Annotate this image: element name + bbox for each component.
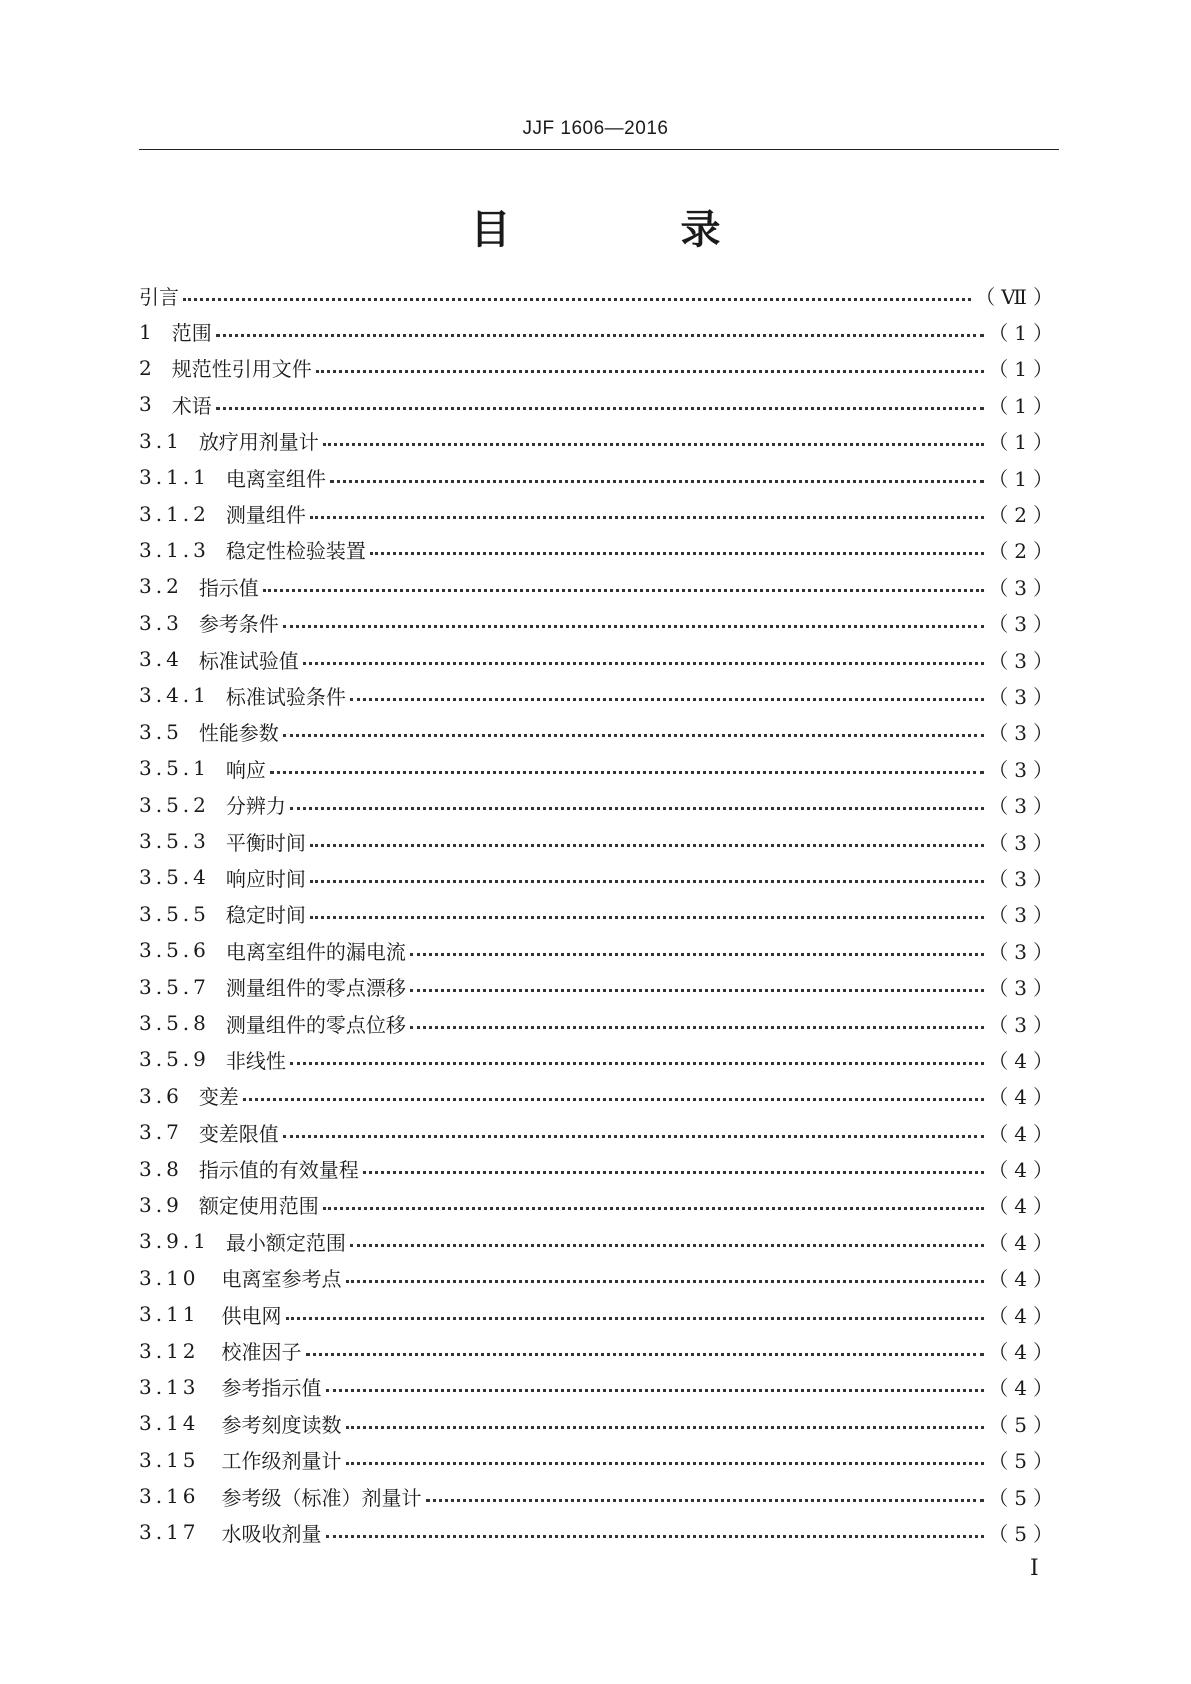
toc-entry-label: 标准试验条件: [225, 684, 346, 709]
toc-entry[interactable]: [139, 1078, 1059, 1114]
dot-leader: [410, 989, 984, 992]
toc-entry-page: （3）: [988, 1012, 1059, 1037]
toc-entry-number: 3.3: [139, 610, 183, 635]
toc-entry[interactable]: [139, 1296, 1059, 1332]
dot-leader: [326, 1535, 985, 1538]
toc-entry-label: 电离室参考点: [221, 1267, 342, 1292]
toc-entry[interactable]: [139, 277, 1059, 313]
toc-entry-page: （1）: [988, 430, 1059, 455]
toc-entry-page: （3）: [988, 575, 1059, 600]
toc-entry-page: （1）: [988, 357, 1059, 382]
toc-entry[interactable]: [139, 641, 1059, 677]
toc-entry-label: 供电网: [221, 1303, 282, 1328]
toc-entry-page: （3）: [988, 976, 1059, 1001]
toc-entry-page: （3）: [988, 648, 1059, 673]
toc-entry-label: 测量组件: [225, 503, 306, 528]
toc-entry-number: 3: [139, 392, 156, 417]
toc-entry-page: （Ⅶ）: [975, 284, 1059, 309]
toc-entry-number: 3.5.7: [139, 974, 210, 999]
toc-entry-number: 3.5.4: [139, 865, 210, 890]
page-title: 目 录: [470, 207, 799, 253]
toc-entry[interactable]: [139, 859, 1059, 895]
toc-entry-label: 变差: [198, 1085, 239, 1110]
toc-entry-label: 术语: [171, 393, 212, 418]
toc-entry[interactable]: [139, 1260, 1059, 1296]
dot-leader: [310, 516, 984, 519]
toc-entry[interactable]: [139, 1187, 1059, 1223]
toc-entry[interactable]: [139, 1332, 1059, 1368]
toc-entry-label: 测量组件的零点位移: [225, 1012, 406, 1037]
toc-entry-number: 3.12: [139, 1338, 200, 1363]
toc-entry-label: 参考指示值: [221, 1376, 322, 1401]
toc-entry-number: 3.6: [139, 1083, 183, 1108]
toc-entry-label: 指示值: [198, 575, 259, 600]
toc-entry[interactable]: [139, 1478, 1059, 1514]
dot-leader: [216, 407, 985, 410]
toc-entry-number: 3.5.6: [139, 938, 210, 963]
dot-leader: [270, 771, 984, 774]
toc-entry-label: 稳定时间: [225, 903, 306, 928]
toc-entry-label: 放疗用剂量计: [198, 430, 319, 455]
toc-entry-label: 标准试验值: [198, 648, 299, 673]
toc-entry[interactable]: [139, 1369, 1059, 1405]
toc-entry-page: （3）: [988, 830, 1059, 855]
toc-entry-number: 1: [139, 319, 156, 344]
toc-entry-label: 额定使用范围: [198, 1194, 319, 1219]
toc-entry-page: （5）: [988, 1449, 1059, 1474]
toc-entry-page: （3）: [988, 866, 1059, 891]
toc-entry-number: 3.4.1: [139, 683, 210, 708]
toc-entry[interactable]: [139, 495, 1059, 531]
toc-entry-label: 参考刻度读数: [221, 1412, 342, 1437]
toc-entry[interactable]: [139, 968, 1059, 1004]
toc-entry[interactable]: [139, 605, 1059, 641]
toc-entry[interactable]: [139, 677, 1059, 713]
header-divider: [139, 149, 1059, 150]
toc-entry-number: 3.5.1: [139, 756, 210, 781]
toc-entry[interactable]: [139, 823, 1059, 859]
toc-entry-page: （5）: [988, 1412, 1059, 1437]
toc-entry[interactable]: [139, 896, 1059, 932]
toc-entry-label: 引言: [139, 284, 179, 309]
toc-entry[interactable]: [139, 568, 1059, 604]
dot-leader: [330, 480, 984, 483]
dot-leader: [283, 1135, 984, 1138]
toc-entry-page: （2）: [988, 503, 1059, 528]
page-number: Ⅰ: [1030, 1556, 1039, 1581]
dot-leader: [426, 1499, 985, 1502]
toc-entry-number: 3.5.2: [139, 792, 210, 817]
table-of-contents: [139, 277, 1059, 1551]
toc-entry-page: （3）: [988, 757, 1059, 782]
toc-entry[interactable]: [139, 932, 1059, 968]
dot-leader: [410, 1026, 984, 1029]
dot-leader: [243, 1098, 984, 1101]
toc-entry-number: 3.11: [139, 1302, 200, 1327]
dot-leader: [283, 734, 984, 737]
toc-entry-label: 平衡时间: [225, 830, 306, 855]
toc-entry-label: 规范性引用文件: [171, 357, 312, 382]
toc-entry-page: （3）: [988, 903, 1059, 928]
toc-entry-number: 3.5.5: [139, 901, 210, 926]
toc-entry-page: （4）: [988, 1121, 1059, 1146]
toc-entry-label: 电离室组件的漏电流: [225, 939, 406, 964]
toc-entry-number: 3.10: [139, 1265, 200, 1290]
toc-entry[interactable]: [139, 1150, 1059, 1186]
toc-entry-page: （5）: [988, 1485, 1059, 1510]
toc-entry[interactable]: [139, 1223, 1059, 1259]
toc-entry-number: 3.2: [139, 574, 183, 599]
toc-entry-number: 3.15: [139, 1447, 200, 1472]
toc-entry-label: 工作级剂量计: [221, 1449, 342, 1474]
toc-entry[interactable]: [139, 1005, 1059, 1041]
dot-leader: [263, 589, 984, 592]
dot-leader: [306, 1353, 985, 1356]
toc-entry-label: 指示值的有效量程: [198, 1158, 359, 1183]
toc-entry-number: 3.5.9: [139, 1047, 210, 1072]
dot-leader: [323, 443, 984, 446]
toc-entry-number: 3.5.3: [139, 829, 210, 854]
dot-leader: [350, 1244, 984, 1247]
toc-entry-number: 3.1.2: [139, 501, 210, 526]
toc-entry[interactable]: [139, 1405, 1059, 1441]
toc-entry-label: 变差限值: [198, 1121, 279, 1146]
toc-entry-label: 稳定性检验装置: [225, 539, 366, 564]
toc-entry-label: 水吸收剂量: [221, 1521, 322, 1546]
toc-entry-number: 3.14: [139, 1411, 200, 1436]
dot-leader: [346, 1280, 985, 1283]
toc-entry[interactable]: [139, 1514, 1059, 1550]
toc-entry-page: （3）: [988, 721, 1059, 746]
toc-entry[interactable]: [139, 750, 1059, 786]
toc-entry[interactable]: [139, 1442, 1059, 1478]
toc-entry-number: 3.13: [139, 1374, 200, 1399]
toc-entry-page: （4）: [988, 1376, 1059, 1401]
toc-entry-page: （3）: [988, 939, 1059, 964]
toc-entry-page: （3）: [988, 612, 1059, 637]
toc-entry-number: 3.5.8: [139, 1011, 210, 1035]
toc-entry-page: （4）: [988, 1267, 1059, 1292]
toc-entry-page: （2）: [988, 539, 1059, 564]
dot-leader: [290, 807, 984, 810]
standard-code: JJF 1606—2016: [522, 118, 669, 139]
toc-entry-number: 3.1: [139, 428, 183, 453]
toc-entry-label: 响应: [225, 757, 266, 782]
dot-leader: [310, 844, 984, 847]
dot-leader: [286, 1317, 985, 1320]
toc-entry-label: 非线性: [225, 1048, 286, 1073]
toc-entry-page: （4）: [988, 1048, 1059, 1073]
dot-leader: [346, 1462, 985, 1465]
dot-leader: [363, 1171, 984, 1174]
dot-leader: [316, 370, 985, 373]
toc-entry[interactable]: [139, 313, 1059, 349]
dot-leader: [183, 298, 971, 301]
toc-entry-number: 3.8: [139, 1156, 183, 1181]
toc-entry[interactable]: [139, 1114, 1059, 1150]
toc-entry-label: 最小额定范围: [225, 1230, 346, 1255]
toc-entry-number: 3.17: [139, 1520, 200, 1545]
toc-entry-page: （4）: [988, 1230, 1059, 1255]
toc-entry[interactable]: [139, 714, 1059, 750]
toc-entry-number: 3.7: [139, 1120, 183, 1145]
toc-entry-page: （3）: [988, 794, 1059, 819]
toc-entry[interactable]: [139, 423, 1059, 459]
toc-entry-page: （4）: [988, 1085, 1059, 1110]
toc-entry[interactable]: [139, 386, 1059, 422]
dot-leader: [310, 880, 984, 883]
toc-entry-label: 校准因子: [221, 1340, 302, 1365]
toc-entry-label: 响应时间: [225, 866, 306, 891]
toc-entry-label: 性能参数: [198, 721, 279, 746]
toc-entry-page: （1）: [988, 466, 1059, 491]
toc-entry-number: 3.9: [139, 1192, 183, 1217]
toc-entry-label: 分辨力: [225, 794, 286, 819]
toc-entry[interactable]: [139, 532, 1059, 568]
toc-entry-page: （4）: [988, 1194, 1059, 1219]
dot-leader: [350, 698, 984, 701]
dot-leader: [346, 1426, 985, 1429]
toc-entry-label: 测量组件的零点漂移: [225, 976, 406, 1001]
toc-entry-page: （3）: [988, 684, 1059, 709]
toc-entry-number: 2: [139, 355, 156, 380]
dot-leader: [310, 916, 984, 919]
toc-entry-number: 3.16: [139, 1484, 200, 1509]
toc-entry[interactable]: [139, 459, 1059, 495]
toc-entry-label: 电离室组件: [225, 466, 326, 491]
toc-entry[interactable]: [139, 350, 1059, 386]
toc-entry[interactable]: [139, 1041, 1059, 1077]
dot-leader: [410, 953, 984, 956]
dot-leader: [326, 1389, 985, 1392]
toc-entry-page: （5）: [988, 1521, 1059, 1546]
toc-entry-label: 参考条件: [198, 612, 279, 637]
toc-entry-number: 3.9.1: [139, 1229, 210, 1254]
toc-entry-label: 范围: [171, 321, 212, 346]
toc-entry-number: 3.4: [139, 647, 183, 672]
toc-entry-page: （4）: [988, 1303, 1059, 1328]
dot-leader: [283, 625, 984, 628]
dot-leader: [370, 552, 984, 555]
toc-entry-page: （4）: [988, 1158, 1059, 1183]
toc-entry-number: 3.5: [139, 719, 183, 744]
dot-leader: [303, 662, 984, 665]
dot-leader: [290, 1062, 984, 1065]
toc-entry-number: 3.1.3: [139, 537, 210, 562]
toc-entry-label: 参考级（标准）剂量计: [221, 1485, 422, 1510]
toc-entry[interactable]: [139, 786, 1059, 822]
dot-leader: [323, 1207, 984, 1210]
toc-entry-page: （4）: [988, 1340, 1059, 1365]
toc-entry-number: 3.1.1: [139, 465, 210, 490]
dot-leader: [216, 334, 985, 337]
toc-entry-page: （1）: [988, 321, 1059, 346]
toc-entry-page: （1）: [988, 393, 1059, 418]
